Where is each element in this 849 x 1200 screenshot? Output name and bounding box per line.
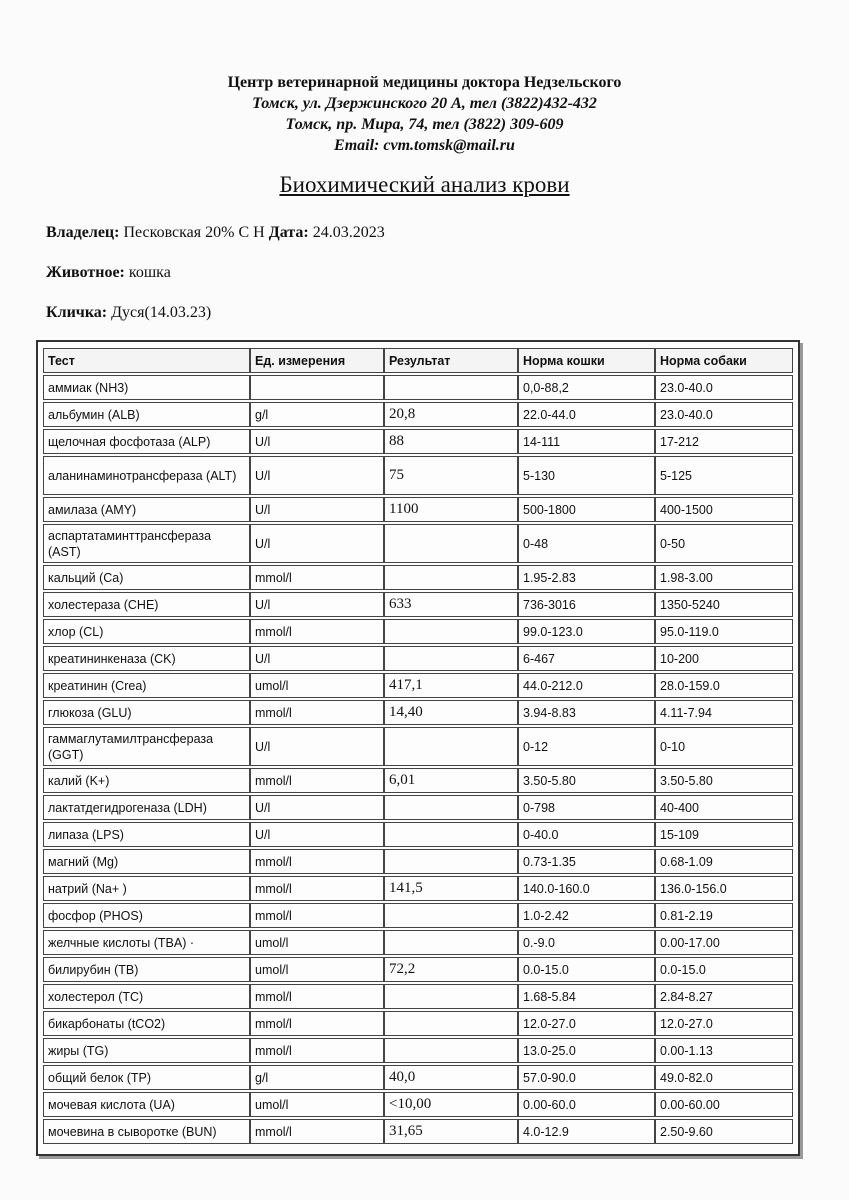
date-value: 24.03.2023 [312, 224, 385, 241]
dog-norm-cell: 5-125 [655, 456, 793, 495]
table-row [43, 673, 793, 698]
dog-norm-cell: 2.84-8.27 [655, 984, 793, 1009]
unit-cell: mmol/l [250, 876, 384, 901]
unit-cell [250, 375, 384, 400]
table-row [43, 375, 793, 400]
column-header-unit: Ед. измерения [250, 348, 384, 373]
cat-norm-cell: 0-40.0 [518, 822, 655, 847]
dog-norm-cell: 136.0-156.0 [655, 876, 793, 901]
result-cell: <10,00 [384, 1092, 518, 1117]
cat-norm-cell: 5-130 [518, 456, 655, 495]
table-row [43, 903, 793, 928]
unit-cell: mmol/l [250, 700, 384, 725]
cat-norm-cell: 0-12 [518, 727, 655, 766]
dog-norm-cell: 2.50-9.60 [655, 1119, 793, 1144]
clinic-header [0, 72, 849, 156]
dog-norm-cell: 3.50-5.80 [655, 768, 793, 793]
result-cell: 141,5 [384, 876, 518, 901]
unit-cell: U/l [250, 429, 384, 454]
animal-label: Животное: [46, 264, 125, 281]
dog-norm-cell: 12.0-27.0 [655, 1011, 793, 1036]
result-cell [384, 619, 518, 644]
unit-cell: umol/l [250, 673, 384, 698]
result-cell [384, 646, 518, 671]
table-row [43, 876, 793, 901]
test-cell: лактатдегидрогеназа (LDH) [43, 795, 250, 820]
table-row [43, 429, 793, 454]
cat-norm-cell: 13.0-25.0 [518, 1038, 655, 1063]
result-cell [384, 903, 518, 928]
dog-norm-cell: 49.0-82.0 [655, 1065, 793, 1090]
table-row [43, 930, 793, 955]
test-cell: хлор (CL) [43, 619, 250, 644]
result-cell: 88 [384, 429, 518, 454]
pet-name-value: Дуся(14.03.23) [111, 304, 212, 321]
result-cell: 75 [384, 456, 518, 495]
column-header-cat-norm: Норма кошки [518, 348, 655, 373]
test-cell: калий (K+) [43, 768, 250, 793]
test-cell: гаммаглутамилтрансфераза (GGT) [43, 727, 250, 766]
unit-cell: g/l [250, 402, 384, 427]
clinic-address-1: Томск, ул. Дзержинского 20 А, тел (3822)432-432 [252, 95, 597, 112]
dog-norm-cell: 28.0-159.0 [655, 673, 793, 698]
pet-name-line [46, 304, 211, 322]
unit-cell: mmol/l [250, 768, 384, 793]
pet-name-label: Кличка: [46, 304, 108, 321]
result-cell: 20,8 [384, 402, 518, 427]
unit-cell: mmol/l [250, 1119, 384, 1144]
clinic-email-line [0, 135, 849, 156]
cat-norm-cell: 0.0-15.0 [518, 957, 655, 982]
dog-norm-cell: 4.11-7.94 [655, 700, 793, 725]
dog-norm-cell: 0.68-1.09 [655, 849, 793, 874]
unit-cell: mmol/l [250, 1011, 384, 1036]
dog-norm-cell: 0.81-2.19 [655, 903, 793, 928]
dog-norm-cell: 95.0-119.0 [655, 619, 793, 644]
result-cell [384, 849, 518, 874]
test-cell: фосфор (PHOS) [43, 903, 250, 928]
cat-norm-cell: 57.0-90.0 [518, 1065, 655, 1090]
test-cell: аммиак (NH3) [43, 375, 250, 400]
email-address: cvm.tomsk@mail.ru [383, 137, 515, 154]
dog-norm-cell: 15-109 [655, 822, 793, 847]
result-cell: 417,1 [384, 673, 518, 698]
results-table [43, 346, 793, 1146]
test-cell: глюкоза (GLU) [43, 700, 250, 725]
table-row [43, 1119, 793, 1144]
result-cell [384, 795, 518, 820]
results-table-body [43, 375, 793, 1144]
dog-norm-cell: 23.0-40.0 [655, 402, 793, 427]
cat-norm-cell: 14-111 [518, 429, 655, 454]
email-label: Email: [334, 137, 380, 154]
dog-norm-cell: 0-50 [655, 524, 793, 563]
dog-norm-cell: 0.0-15.0 [655, 957, 793, 982]
table-row [43, 957, 793, 982]
cat-norm-cell: 0-48 [518, 524, 655, 563]
animal-value: кошка [128, 264, 171, 281]
test-cell: натрий (Na+ ) [43, 876, 250, 901]
table-row [43, 984, 793, 1009]
dog-norm-cell: 0-10 [655, 727, 793, 766]
test-cell: бикарбонаты (tCO2) [43, 1011, 250, 1036]
unit-cell: umol/l [250, 957, 384, 982]
test-cell: креатинин (Crea) [43, 673, 250, 698]
dog-norm-cell: 0.00-17.00 [655, 930, 793, 955]
test-cell: холестераза (CHE) [43, 592, 250, 617]
result-cell: 14,40 [384, 700, 518, 725]
column-header-result: Результат [384, 348, 518, 373]
document-title: Биохимический анализ крови [279, 172, 570, 197]
table-row [43, 1011, 793, 1036]
test-cell: липаза (LPS) [43, 822, 250, 847]
unit-cell: U/l [250, 497, 384, 522]
owner-line [46, 224, 385, 242]
cat-norm-cell: 3.50-5.80 [518, 768, 655, 793]
date-label: Дата: [268, 224, 309, 241]
unit-cell: U/l [250, 456, 384, 495]
cat-norm-cell: 0.00-60.0 [518, 1092, 655, 1117]
results-table-frame [36, 340, 800, 1156]
test-cell: магний (Mg) [43, 849, 250, 874]
unit-cell: mmol/l [250, 849, 384, 874]
unit-cell: U/l [250, 727, 384, 766]
cat-norm-cell: 22.0-44.0 [518, 402, 655, 427]
cat-norm-cell: 140.0-160.0 [518, 876, 655, 901]
unit-cell: umol/l [250, 930, 384, 955]
owner-label: Владелец: [46, 224, 120, 241]
cat-norm-cell: 44.0-212.0 [518, 673, 655, 698]
result-cell: 6,01 [384, 768, 518, 793]
table-row [43, 795, 793, 820]
result-cell [384, 1038, 518, 1063]
unit-cell: U/l [250, 592, 384, 617]
table-row [43, 497, 793, 522]
column-header-dog-norm: Норма собаки [655, 348, 793, 373]
cat-norm-cell: 736-3016 [518, 592, 655, 617]
table-row [43, 1092, 793, 1117]
dog-norm-cell: 23.0-40.0 [655, 375, 793, 400]
table-row [43, 619, 793, 644]
test-cell: аспартатаминттрансфераза (AST) [43, 524, 250, 563]
dog-norm-cell: 17-212 [655, 429, 793, 454]
unit-cell: mmol/l [250, 1038, 384, 1063]
cat-norm-cell: 1.0-2.42 [518, 903, 655, 928]
unit-cell: U/l [250, 822, 384, 847]
table-header-row [43, 348, 793, 373]
table-row [43, 727, 793, 766]
test-cell: жиры (TG) [43, 1038, 250, 1063]
result-cell: 633 [384, 592, 518, 617]
result-cell: 72,2 [384, 957, 518, 982]
result-cell: 1100 [384, 497, 518, 522]
result-cell: 31,65 [384, 1119, 518, 1144]
cat-norm-cell: 99.0-123.0 [518, 619, 655, 644]
result-cell [384, 524, 518, 563]
cat-norm-cell: 3.94-8.83 [518, 700, 655, 725]
test-cell: мочевая кислота (UA) [43, 1092, 250, 1117]
test-cell: амилаза (AMY) [43, 497, 250, 522]
test-cell: кальций (Ca) [43, 565, 250, 590]
dog-norm-cell: 1350-5240 [655, 592, 793, 617]
unit-cell: U/l [250, 795, 384, 820]
cat-norm-cell: 1.95-2.83 [518, 565, 655, 590]
dog-norm-cell: 40-400 [655, 795, 793, 820]
table-row [43, 849, 793, 874]
test-cell: общий белок (TP) [43, 1065, 250, 1090]
dog-norm-cell: 1.98-3.00 [655, 565, 793, 590]
cat-norm-cell: 1.68-5.84 [518, 984, 655, 1009]
dog-norm-cell: 10-200 [655, 646, 793, 671]
unit-cell: U/l [250, 646, 384, 671]
table-row [43, 565, 793, 590]
test-cell: щелочная фосфотаза (ALP) [43, 429, 250, 454]
cat-norm-cell: 0.-9.0 [518, 930, 655, 955]
unit-cell: umol/l [250, 1092, 384, 1117]
result-cell [384, 1011, 518, 1036]
result-cell [384, 822, 518, 847]
table-row [43, 1065, 793, 1090]
result-cell [384, 930, 518, 955]
result-cell [384, 727, 518, 766]
test-cell: альбумин (ALB) [43, 402, 250, 427]
test-cell: аланинаминотрансфераза (ALT) [43, 456, 250, 495]
unit-cell: g/l [250, 1065, 384, 1090]
table-row [43, 456, 793, 495]
dog-norm-cell: 400-1500 [655, 497, 793, 522]
test-cell: желчные кислоты (TBA) · [43, 930, 250, 955]
unit-cell: U/l [250, 524, 384, 563]
animal-line [46, 264, 171, 282]
test-cell: креатининкеназа (CK) [43, 646, 250, 671]
table-row [43, 700, 793, 725]
cat-norm-cell: 4.0-12.9 [518, 1119, 655, 1144]
table-row [43, 768, 793, 793]
test-cell: холестерол (TC) [43, 984, 250, 1009]
cat-norm-cell: 0-798 [518, 795, 655, 820]
test-cell: мочевина в сыворотке (BUN) [43, 1119, 250, 1144]
table-row [43, 592, 793, 617]
unit-cell: mmol/l [250, 565, 384, 590]
unit-cell: mmol/l [250, 984, 384, 1009]
cat-norm-cell: 0.73-1.35 [518, 849, 655, 874]
cat-norm-cell: 0,0-88,2 [518, 375, 655, 400]
unit-cell: mmol/l [250, 903, 384, 928]
column-header-test: Тест [43, 348, 250, 373]
result-cell [384, 984, 518, 1009]
cat-norm-cell: 500-1800 [518, 497, 655, 522]
owner-value: Песковская 20% С Н [123, 224, 265, 241]
dog-norm-cell: 0.00-60.00 [655, 1092, 793, 1117]
table-row [43, 1038, 793, 1063]
result-cell [384, 375, 518, 400]
result-cell [384, 565, 518, 590]
dog-norm-cell: 0.00-1.13 [655, 1038, 793, 1063]
result-cell: 40,0 [384, 1065, 518, 1090]
clinic-name: Центр ветеринарной медицины доктора Недзельского [227, 74, 622, 91]
table-row [43, 822, 793, 847]
test-cell: билирубин (TB) [43, 957, 250, 982]
clinic-address-2: Томск, пр. Мира, 74, тел (3822) 309-609 [285, 116, 564, 133]
table-row [43, 646, 793, 671]
table-row [43, 402, 793, 427]
cat-norm-cell: 12.0-27.0 [518, 1011, 655, 1036]
table-row [43, 524, 793, 563]
unit-cell: mmol/l [250, 619, 384, 644]
cat-norm-cell: 6-467 [518, 646, 655, 671]
